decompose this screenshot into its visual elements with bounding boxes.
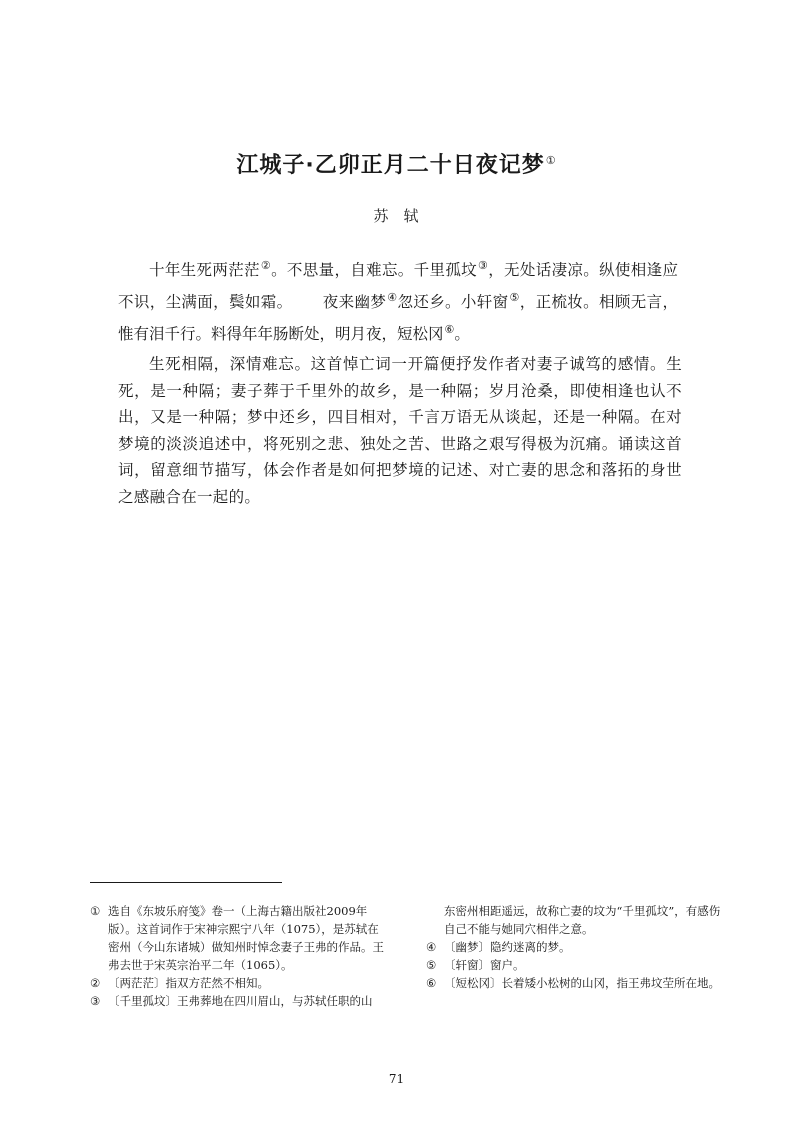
footnote-number: ③ [90, 994, 101, 1008]
footnote-number: ⑤ [426, 958, 437, 972]
footnote-3-continuation [426, 902, 726, 938]
author-family-name: 苏 [373, 207, 390, 225]
footnote-2 [90, 974, 390, 992]
poem-text: 忽还乡。小轩窗 [397, 293, 509, 312]
reading-guide-paragraph: 生死相隔，深情难忘。这首悼亡词一开篇便抒发作者对妻子诚笃的感情。生死，是一种隔；妻子葬于千里外的故乡，是一种隔；岁月沧桑，即使相逢也认不出，又是一种隔；梦中还乡，四目相对，千言万语无从谈起，还是一种隔。在对梦境的淡淡追述中，将死别之悲、独处之苦、世路之艰写得极为沉痛。诵读这首词，留意细节描写，体会作者是如何把梦境的记述、对亡妻的思念和落拓的身世之感融合在一起的。 [118, 355, 682, 506]
footnotes-right-column [426, 902, 726, 992]
footnote-1 [90, 902, 390, 974]
footnote-number: ② [90, 976, 101, 990]
footnote-text: 〔幽梦〕隐约迷离的梦。 [444, 940, 571, 954]
footnote-text: 选自《东坡乐府笺》卷一（上海古籍出版社2009年版）。这首词作于宋神宗熙宁八年（1075），是苏轼在密州（今山东诸城）做知州时悼念妻子王弗的作品。王弗去世于宋英宗治平二年（1065）。 [108, 904, 384, 972]
footnote-marker-4[interactable]: ④ [387, 291, 398, 305]
footnote-3 [90, 992, 390, 1010]
footnote-text: 〔两茫茫〕指双方茫然不相知。 [108, 976, 269, 990]
footnote-5 [426, 956, 726, 974]
footnote-divider [90, 882, 282, 883]
footnote-number: ① [90, 904, 101, 918]
footnote-text: 〔短松冈〕长着矮小松树的山冈，指王弗坟茔所在地。 [444, 976, 720, 990]
poem-author [0, 205, 793, 226]
footnote-text: 〔千里孤坟〕王弗葬地在四川眉山，与苏轼任职的山 [108, 994, 373, 1008]
footnote-marker-3[interactable]: ③ [478, 259, 489, 272]
footnotes-left-column [90, 902, 390, 1010]
footnote-marker-6[interactable]: ⑥ [444, 323, 455, 337]
poem-text: 。 [454, 325, 470, 344]
title-footnote-marker[interactable]: ① [545, 153, 557, 167]
poem-text: ，正梳妆。相顾无言，惟有泪千行。料得年年肠断处，明月夜，短松冈 [118, 293, 678, 344]
poem-title [0, 148, 793, 179]
poem-text: 夜来幽梦 [322, 293, 387, 312]
poem-title-text: 江城子·乙卯正月二十日夜记梦 [236, 153, 545, 178]
poem-text: 十年生死两茫茫 [149, 261, 260, 280]
poem-text: 。不思量，自难忘。千里孤坟 [271, 261, 478, 280]
author-given-name: 轼 [403, 207, 420, 225]
footnote-marker-2[interactable]: ② [260, 259, 272, 272]
footnote-text: 〔轩窗〕窗户。 [444, 958, 525, 972]
footnote-text: 东密州相距遥远，故称亡妻的坟为“千里孤坟”，有感伤自己不能与她同穴相伴之意。 [444, 904, 721, 936]
footnote-6 [426, 974, 726, 992]
poem-text: ，无处话凄凉。纵使相逢应不识，尘满面，鬓如霜。 [118, 261, 678, 312]
footnote-4 [426, 938, 726, 956]
poem-body [118, 252, 678, 348]
page-number: 71 [388, 1072, 405, 1086]
footnote-marker-5[interactable]: ⑤ [509, 291, 520, 305]
footnote-number: ④ [426, 940, 437, 954]
footnote-number: ⑥ [426, 976, 437, 990]
